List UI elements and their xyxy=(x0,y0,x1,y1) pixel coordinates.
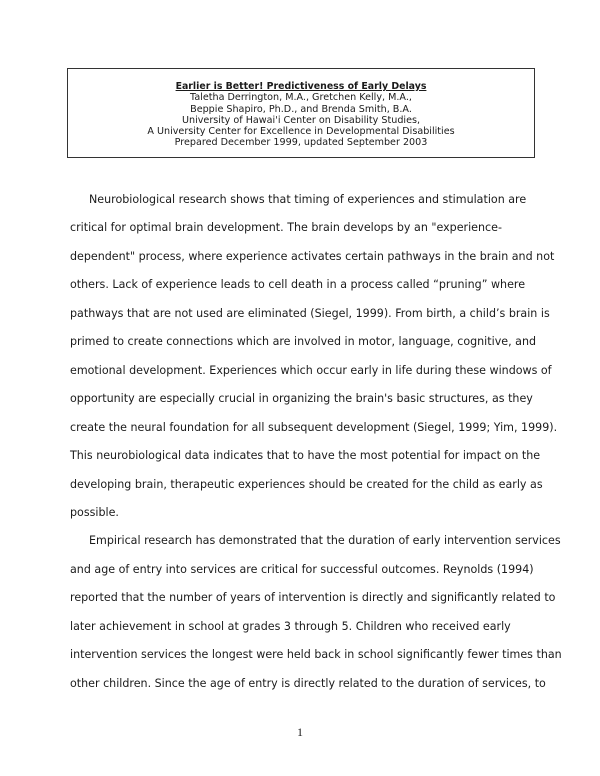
authors-line-2: Beppie Shapiro, Ph.D., and Brenda Smith, B.A. xyxy=(190,103,412,115)
body-text xyxy=(70,186,562,698)
paragraph-line: developing brain, therapeutic experiences should be created for the child as early as xyxy=(70,477,543,491)
authors-line-1: Taletha Derrington, M.A., Gretchen Kelly, M.A., xyxy=(190,92,412,104)
paragraph-2 xyxy=(70,527,562,698)
paragraph-line: pathways that are not used are eliminated (Siegel, 1999). From birth, a child’s brain is xyxy=(70,306,550,320)
paragraph-line: Empirical research has demonstrated that the duration of early intervention services xyxy=(89,534,561,548)
paragraph-line: emotional development. Experiences which occur early in life during these windows of xyxy=(70,363,552,377)
page-number: 1 xyxy=(297,725,303,739)
paragraph-line: critical for optimal brain development. The brain develops by an "experience- xyxy=(70,221,502,235)
paragraph-line: others. Lack of experience leads to cell death in a process called “pruning” where xyxy=(70,278,526,292)
paragraph-line: and age of entry into services are critical for successful outcomes. Reynolds (1994) xyxy=(70,562,534,576)
paragraph-line: primed to create connections which are involved in motor, language, cognitive, and xyxy=(70,335,537,349)
title-block xyxy=(67,68,535,158)
prepared-date: Prepared December 1999, updated September 2003 xyxy=(174,137,428,149)
paragraph-line: other children. Since the age of entry is directly related to the duration of services, to xyxy=(70,676,546,690)
paragraph-line: intervention services the longest were held back in school significantly fewer times than xyxy=(70,648,562,662)
affiliation-line-1: University of Hawai'i Center on Disability Studies, xyxy=(181,114,421,126)
paragraph-line: possible. xyxy=(70,505,119,519)
affiliation-line-2: A University Center for Excellence in Developmental Disabilities xyxy=(147,126,455,138)
paragraph-line: Neurobiological research shows that timing of experiences and stimulation are xyxy=(89,193,527,206)
paragraph-line: dependent" process, where experience activates certain pathways in the brain and not xyxy=(70,249,555,263)
paragraph-1 xyxy=(70,186,558,527)
paragraph-line: This neurobiological data indicates that to have the most potential for impact on the xyxy=(70,449,541,463)
document-title: Earlier is Better! Predictiveness of Early Delays xyxy=(175,81,427,92)
paragraph-line: reported that the number of years of intervention is directly and significantly related to xyxy=(70,591,556,605)
paragraph-line: create the neural foundation for all subsequent development (Siegel, 1999; Yim, 1999). xyxy=(70,420,558,434)
paragraph-line: later achievement in school at grades 3 through 5. Children who received early xyxy=(70,619,511,633)
paragraph-line: opportunity are especially crucial in organizing the brain's basic structures, as they xyxy=(70,392,533,406)
